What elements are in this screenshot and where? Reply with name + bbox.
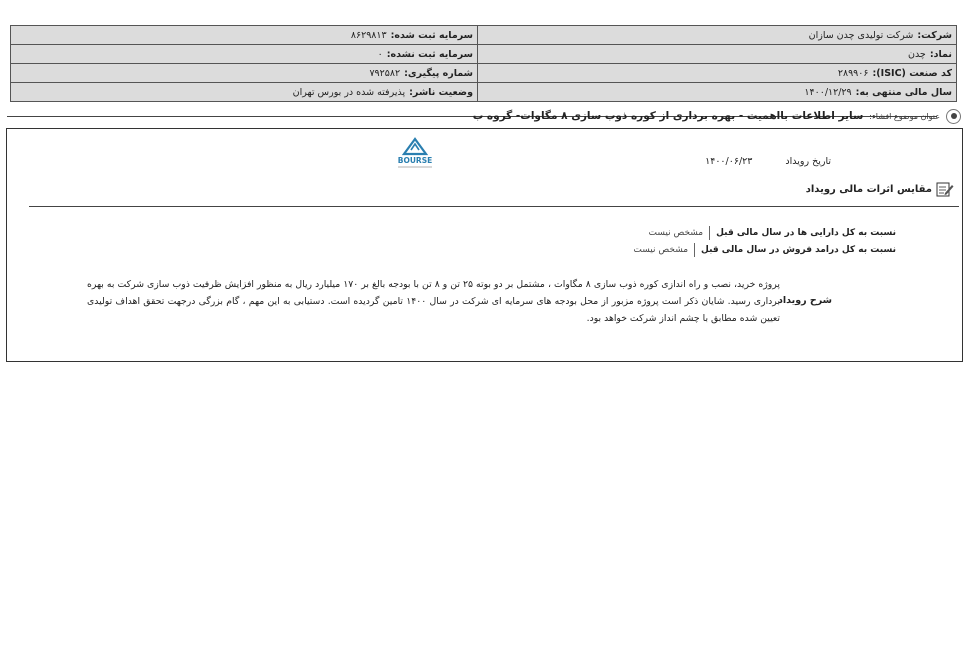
sales-ratio-row [633,241,896,258]
isic-cell [478,64,957,83]
tracking-cell [11,64,478,83]
unregistered-capital-value: ۰ [377,48,383,60]
header-row [11,83,957,102]
company-value: شرکت تولیدی چدن سازان [808,29,914,41]
ratio-rows [633,224,896,258]
company-info-table [10,25,957,102]
event-description: پروژه خرید، نصب و راه اندازی کوره ذوب سازی ۸ مگاوات ، مشتمل بر دو بوته ۲۵ تن و ۸ تن با بودجه بالغ بر ۱۷۰ میلیارد ریال به منظور افزایش ظرفیت ذوب سازی شرکت به بهره برداری رسید. شایان ذکر است پروژه مزبور از محل بودجه های سرمایه ای شرکت در سال ۱۴۰۰ تامین گردیده است. دستیابی به این مهم ، گام بزرگی درجهت تحقق اهداف تولیدی تعیین شده مطابق با چشم انداز شرکت خواهد بود. [87,279,781,324]
radio-bullet-icon [946,109,961,124]
fiscal-year-cell [478,83,957,102]
header-row [11,45,957,64]
tracking-value: ۷۹۲۵۸۲ [369,67,401,79]
unregistered-capital-cell [11,45,478,64]
symbol-cell [478,45,957,64]
section-divider [29,206,959,207]
event-date-label: تاریخ رویداد [785,156,831,167]
publisher-status-value: پذیرفته شده در بورس تهران [292,86,406,98]
isic-label: کد صنعت (ISIC): [872,67,952,79]
fiscal-year-value: ۱۴۰۰/۱۲/۲۹ [804,86,852,98]
assets-ratio-value: مشخص نیست [648,227,704,238]
header-row [11,26,957,45]
subject-label: عنوان موضوع افشاء: [869,111,940,121]
publisher-status-cell [11,83,478,102]
header-row [11,64,957,83]
registered-capital-value: ۸۶۲۹۸۱۳ [350,29,387,41]
symbol-value: چدن [907,48,926,60]
registered-capital-label: سرمایه ثبت شده: [390,29,473,41]
company-label: شرکت: [917,29,952,41]
tracking-label: شماره پیگیری: [404,67,473,79]
bourse-logo [390,137,440,171]
unregistered-capital-label: سرمایه ثبت نشده: [386,48,473,60]
sales-ratio-label: نسبت به کل درامد فروش در سال مالی قبل [694,243,896,257]
company-cell [478,26,957,45]
assets-ratio-row [633,224,896,241]
subject-title: سایر اطلاعات بااهمیت - بهره برداری از کوره ذوب سازی ۸ مگاوات- گروه ب [472,110,864,122]
isic-value: ۲۸۹۹۰۶ [837,67,869,79]
event-panel [6,128,963,362]
assets-ratio-label: نسبت به کل دارایی ها در سال مالی قبل [709,226,896,240]
symbol-label: نماد: [929,48,952,60]
sales-ratio-value: مشخص نیست [633,244,689,255]
event-date [705,156,831,167]
edit-note-icon [936,181,954,197]
disclosure-subject [473,107,961,125]
event-date-value: ۱۴۰۰/۰۶/۲۳ [705,156,753,167]
financial-effects-heading [806,181,954,197]
financial-effects-title: مقایس اثرات مالی رویداد [805,183,932,195]
logo-wordmark: BOURSE [397,156,433,165]
event-description-label: شرح رویداد [778,295,832,306]
registered-capital-cell [11,26,478,45]
fiscal-year-label: سال مالی منتهی به: [855,86,952,98]
publisher-status-label: وضعیت ناشر: [409,86,473,98]
